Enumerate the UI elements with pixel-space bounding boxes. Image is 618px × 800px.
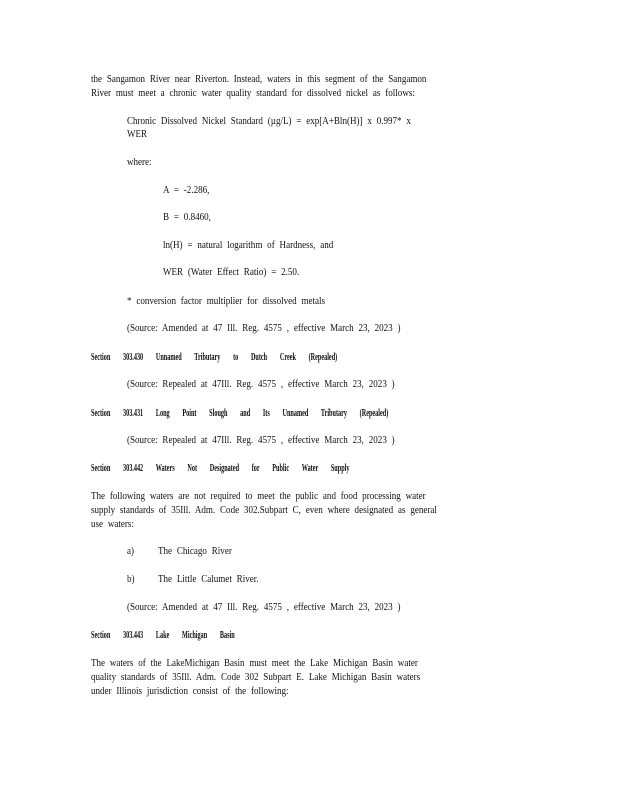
section-303-442-heading: Section 303.442 Waters Not Designated for Public Water Supply (91, 463, 350, 474)
source-amended-442: (Source: Amended at 47 Ill. Reg. 4575 , effective March 23, 2023 ) (127, 602, 401, 613)
variable-wer: WER (Water Effect Ratio) = 2.50. (163, 267, 300, 278)
where-label: where: (127, 157, 152, 168)
source-repealed-430: (Source: Repealed at 47Ill. Reg. 4575 , effective March 23, 2023 ) (127, 379, 395, 390)
variable-b: B = 0.8460, (163, 212, 211, 223)
formula-line-1: Chronic Dissolved Nickel Standard (µg/L) = exp[A+Bln(H)] x 0.997* x (127, 116, 411, 127)
para1-line-1: the Sangamon River near Riverton. Instead, waters in this segment of the Sangamon (91, 74, 427, 85)
para442-line-1: The following waters are not required to meet the public and food processing water (91, 491, 426, 502)
section-303-443-heading: Section 303.443 Lake Michigan Basin (91, 630, 235, 641)
formula-line-2: WER (127, 129, 148, 140)
list-item-b (127, 574, 258, 586)
variable-lnh: ln(H) = natural logarithm of Hardness, and (163, 240, 334, 251)
para443-line-2: quality standards of 35Ill. Adm. Code 302 Subpart E. Lake Michigan Basin waters (91, 672, 421, 683)
para443-line-3: under Illinois jurisdiction consist of the following: (91, 686, 289, 697)
list-marker-a: a) (127, 546, 135, 557)
list-text-a: The Chicago River (157, 546, 232, 557)
para442-line-2: supply standards of 35Ill. Adm. Code 302.Subpart C, even where designated as general (91, 505, 437, 516)
list-item-a (127, 546, 232, 558)
list-marker-b: b) (127, 574, 135, 585)
footnote: * conversion factor multiplier for dissolved metals (127, 296, 326, 307)
para443-line-1: The waters of the LakeMichigan Basin must meet the Lake Michigan Basin water (91, 658, 418, 669)
source-amended-1: (Source: Amended at 47 Ill. Reg. 4575 , effective March 23, 2023 ) (127, 323, 401, 334)
list-text-b: The Little Calumet River. (157, 574, 259, 585)
section-303-431-heading: Section 303.431 Long Point Slough and Its Unnamed Tributary (Repealed) (91, 408, 389, 419)
section-303-430-heading: Section 303.430 Unnamed Tributary to Dutch Creek (Repealed) (91, 352, 338, 363)
para442-line-3: use waters: (91, 519, 134, 530)
source-repealed-431: (Source: Repealed at 47Ill. Reg. 4575 , effective March 23, 2023 ) (127, 435, 395, 446)
para1-line-2: River must meet a chronic water quality standard for dissolved nickel as follows: (91, 88, 415, 99)
variable-a: A = -2.286, (163, 185, 210, 196)
